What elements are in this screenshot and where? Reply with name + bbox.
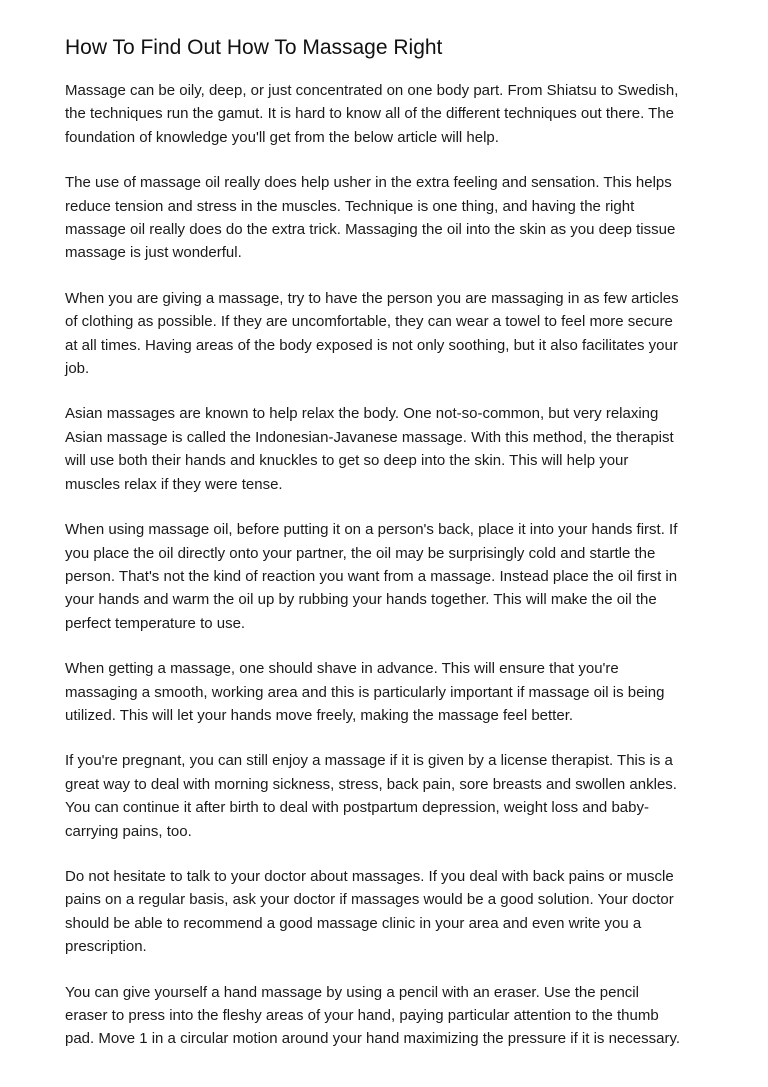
text-line: When using massage oil, before putting it on a person's back, place it into your hands first. If — [65, 521, 678, 539]
paragraph-6 — [65, 657, 705, 727]
text-line: foundation of knowledge you'll get from the below article will help. — [65, 128, 499, 146]
text-line: You can give yourself a hand massage by using a pencil with an eraser. Use the pencil — [65, 983, 639, 1001]
text-line: massage is just wonderful. — [65, 244, 242, 262]
text-line: The use of massage oil really does help usher in the extra feeling and sensation. This helps — [65, 174, 672, 192]
text-line: reduce tension and stress in the muscles. Technique is one thing, and having the right — [65, 197, 635, 215]
text-line: Asian massage is called the Indonesian-Javanese massage. With this method, the therapist — [65, 428, 674, 446]
text-line: should be able to recommend a good massage clinic in your area and even write you a — [65, 914, 642, 932]
text-line: your hands and warm the oil up by rubbing your hands together. This will make the oil the — [65, 591, 657, 609]
text-line: will use both their hands and knuckles to get so deep into the skin. This will help your — [65, 452, 629, 470]
text-line: person. That's not the kind of reaction you want from a massage. Instead place the oil first in — [65, 567, 678, 585]
text-line: Do not hesitate to talk to your doctor about massages. If you deal with back pains or muscle — [65, 867, 674, 885]
text-line: Massage can be oily, deep, or just concentrated on one body part. From Shiatsu to Swedish, — [65, 82, 679, 99]
text-line: prescription. — [65, 938, 147, 956]
paragraph-9 — [65, 981, 705, 1051]
text-line: massage oil really does do the extra trick. Massaging the oil into the skin as you deep tissue — [65, 221, 676, 239]
paragraph-1 — [65, 79, 705, 149]
text-line: muscles relax if they were tense. — [65, 475, 283, 493]
paragraph-2 — [65, 171, 705, 265]
text-line: When getting a massage, one should shave in advance. This will ensure that you're — [65, 660, 619, 678]
text-line: perfect temperature to use. — [65, 614, 246, 632]
paragraph-8 — [65, 865, 705, 959]
text-line: job. — [65, 360, 90, 378]
document-body — [65, 79, 705, 1051]
paragraph-5 — [65, 518, 705, 635]
text-line: massaging a smooth, working area and this is particularly important if massage oil is being — [65, 683, 665, 701]
paragraph-4 — [65, 402, 705, 496]
text-line: the techniques run the gamut. It is hard to know all of the different techniques out there. The — [65, 105, 674, 123]
text-line: pad. Move 1 in a circular motion around your hand maximizing the pressure if it is necessary. — [65, 1030, 681, 1048]
text-line: carrying pains, too. — [65, 822, 192, 840]
text-line: of clothing as possible. If they are uncomfortable, they can wear a towel to feel more secure — [65, 313, 673, 331]
text-line: You can continue it after birth to deal with postpartum depression, weight loss and baby- — [65, 799, 649, 817]
text-line: Asian massages are known to help relax the body. One not-so-common, but very relaxing — [65, 405, 659, 423]
paragraph-3 — [65, 287, 705, 381]
text-line: If you're pregnant, you can still enjoy a massage if it is given by a license therapist. This is a — [65, 752, 673, 770]
text-line: at all times. Having areas of the body exposed is not only soothing, but it also facilitates your — [65, 336, 678, 354]
text-line: eraser to press into the fleshy areas of your hand, paying particular attention to the thumb — [65, 1007, 659, 1024]
text-line: you place the oil directly onto your partner, the oil may be surprisingly cold and startle the — [65, 544, 656, 562]
paragraph-7 — [65, 749, 705, 843]
text-line: When you are giving a massage, try to have the person you are massaging in as few articles — [65, 289, 679, 307]
text-line: great way to deal with morning sickness, stress, back pain, sore breasts and swollen ankles. — [65, 775, 677, 793]
text-line: pains on a regular basis, ask your doctor if massages would be a good solution. Your doctor — [65, 891, 674, 909]
document-page — [65, 34, 705, 1073]
text-line: utilized. This will let your hands move freely, making the massage feel better. — [65, 706, 574, 724]
document-title: How To Find Out How To Massage Right — [65, 36, 443, 59]
